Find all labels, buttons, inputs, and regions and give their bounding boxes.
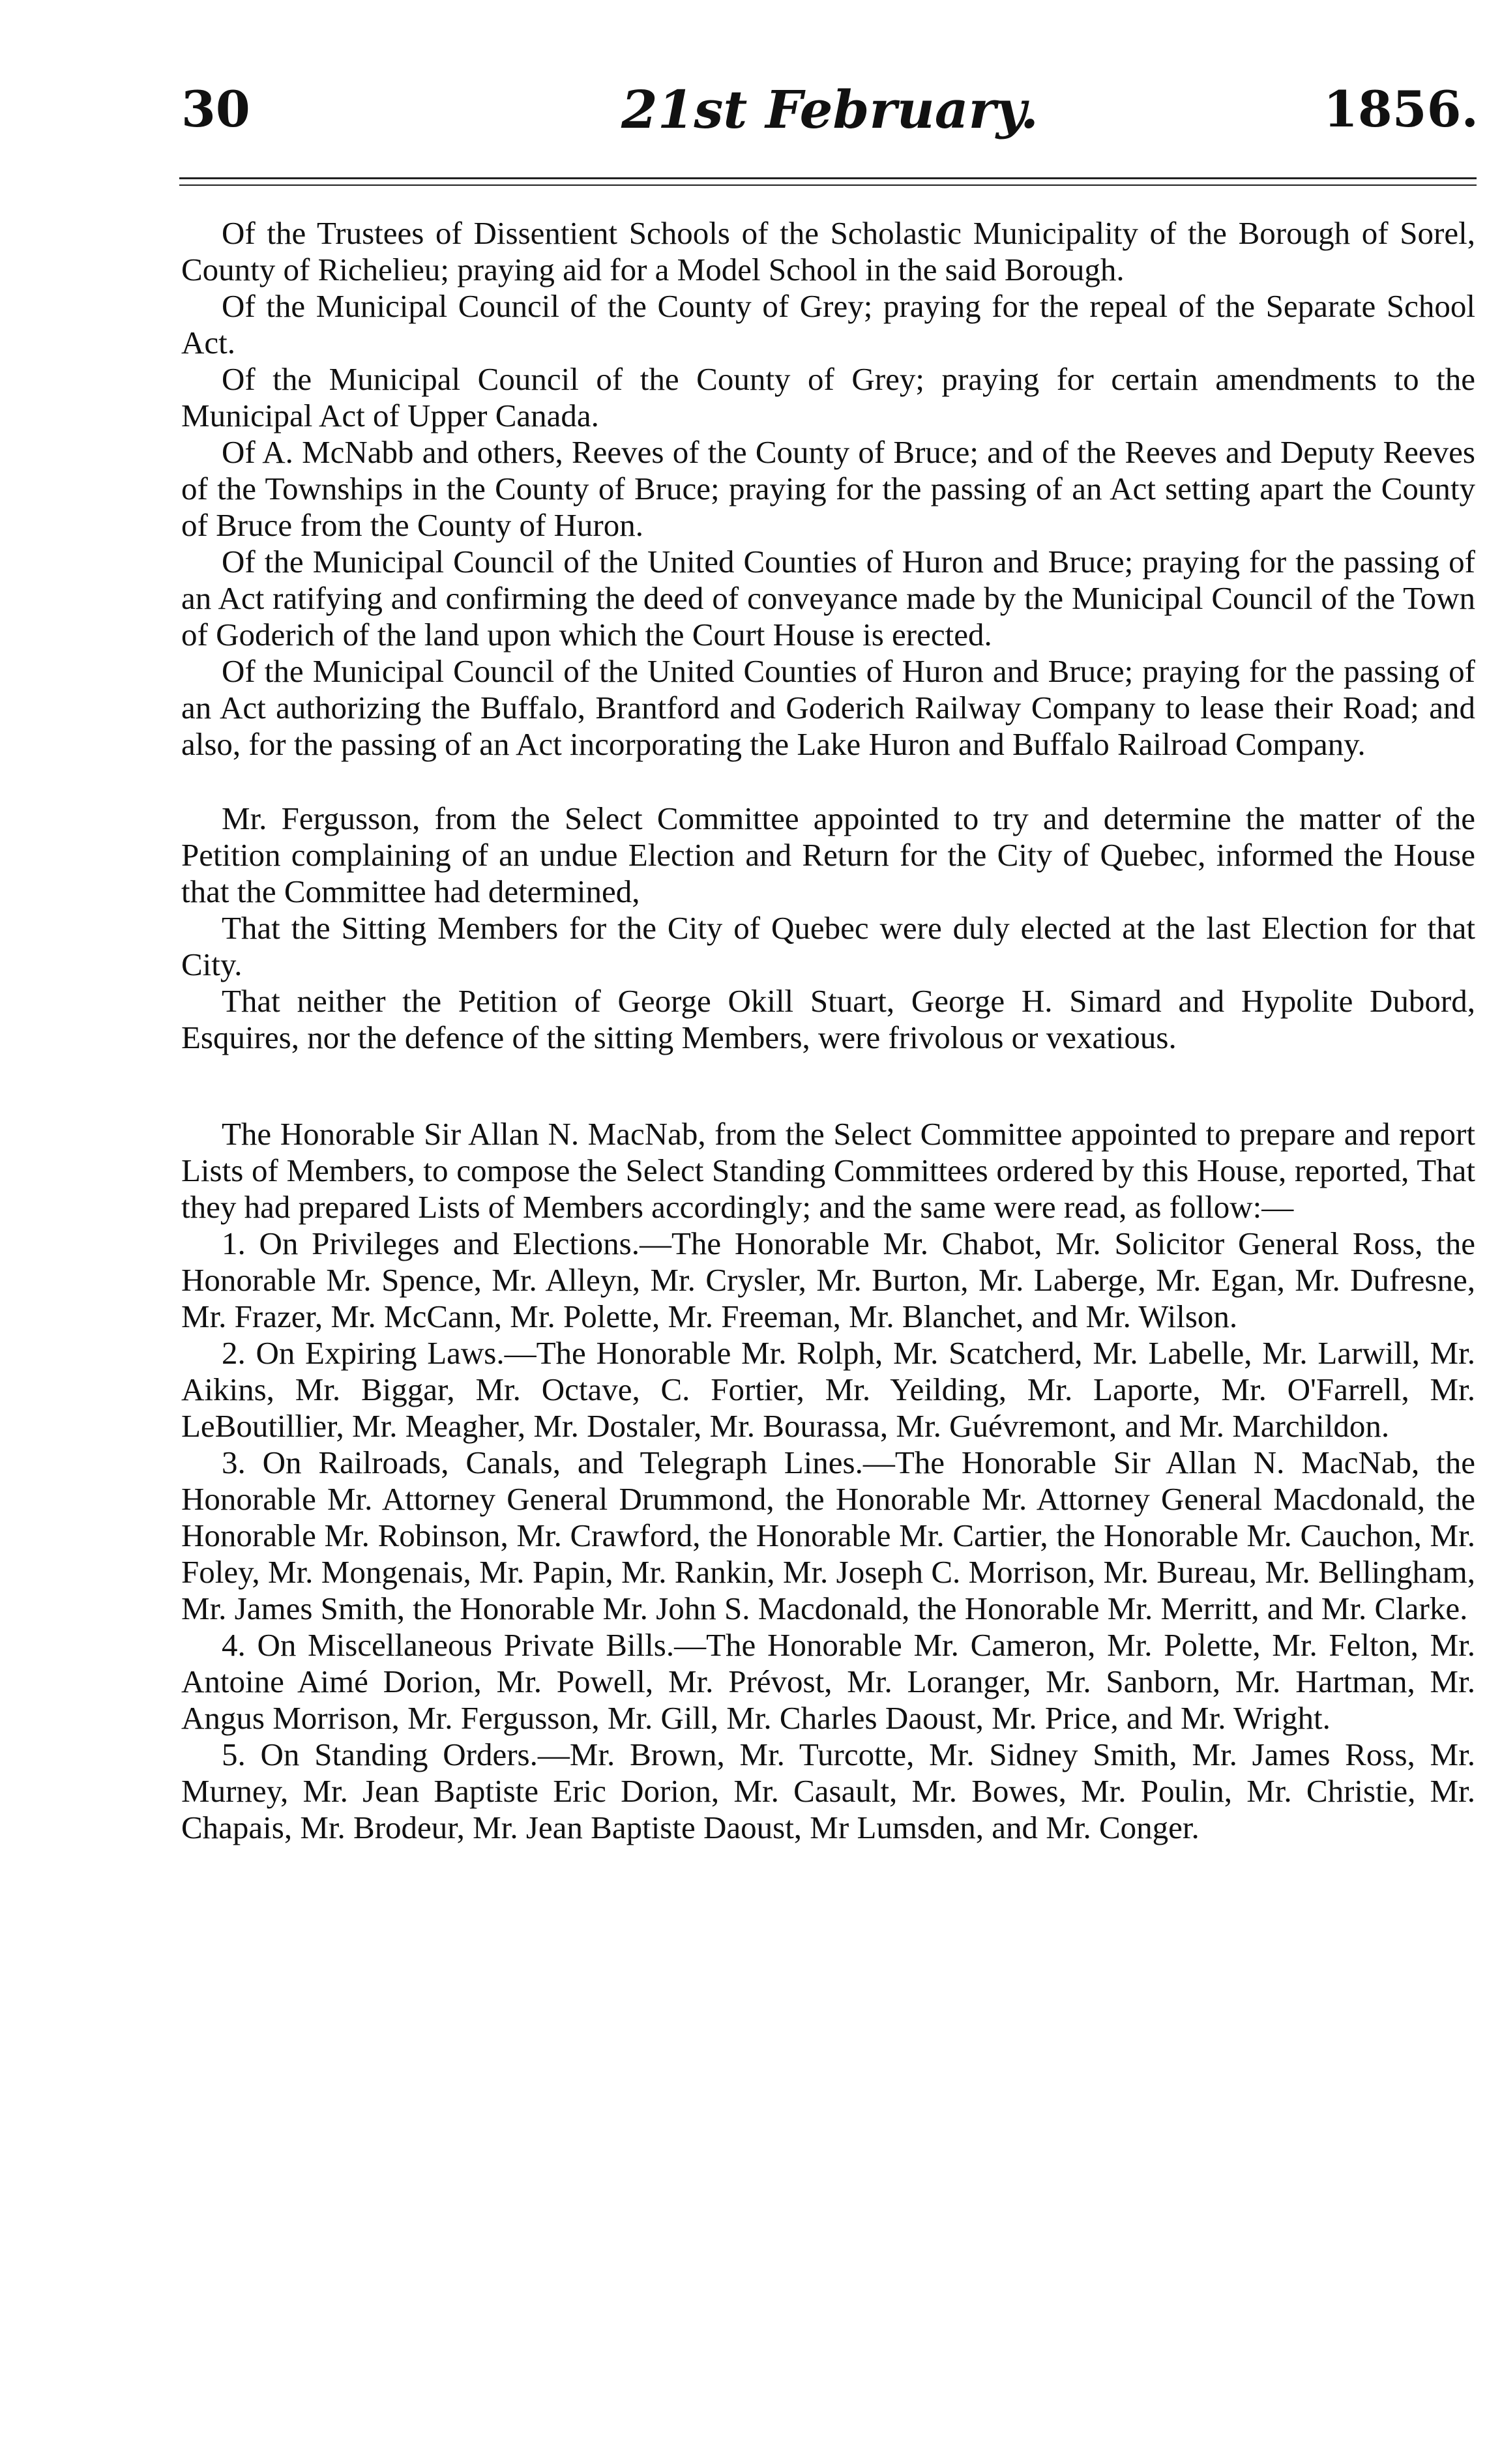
petition-paragraph: Of A. McNabb and others, Reeves of the County of Bruce; and of the Reeves and Deputy Reeves of the Townships in the County of Bruce; praying for the passing of an Act setting apart the County of Bruce from the County of Huron.	[181, 434, 1475, 543]
petition-paragraph: Of the Municipal Council of the County of Grey; praying for certain amendments to the Municipal Act of Upper Canada.	[181, 361, 1475, 433]
page-year: 1856.	[1323, 80, 1479, 138]
petitions-section	[181, 215, 1475, 763]
petition-paragraph: Of the Trustees of Dissentient Schools of the Scholastic Municipality of the Borough of Sorel, County of Richelieu; praying aid for a Model School in the said Borough.	[181, 215, 1475, 287]
committee-list-item: 2. On Expiring Laws.—The Honorable Mr. Rolph, Mr. Scatcherd, Mr. Labelle, Mr. Larwill, Mr. Aikins, Mr. Biggar, Mr. Octave, C. Fortier, Mr. Yeilding, Mr. Laporte, Mr. O'Farrell, Mr. LeBoutillier, Mr. Meagher, Mr. Dostaler, Mr. Bourassa, Mr. Guévremont, and Mr. Marchildon.	[181, 1335, 1475, 1444]
committee-list-item: 4. On Miscellaneous Private Bills.—The Honorable Mr. Cameron, Mr. Polette, Mr. Felton, Mr. Antoine Aimé Dorion, Mr. Powell, Mr. Prévost, Mr. Loranger, Mr. Sanborn, Mr. Hartman, Mr. Angus Morrison, Mr. Fergusson, Mr. Gill, Mr. Charles Daoust, Mr. Price, and Mr. Wright.	[181, 1627, 1475, 1736]
page-body	[181, 215, 1475, 1846]
petition-paragraph: Of the Municipal Council of the County of Grey; praying for the repeal of the Separate School Act.	[181, 288, 1475, 360]
committee-list-item: 3. On Railroads, Canals, and Telegraph Lines.—The Honorable Sir Allan N. MacNab, the Honorable Mr. Attorney General Drummond, the Honorable Mr. Attorney General Macdonald, the Honorable Mr. Robinson, Mr. Crawford, the Honorable Mr. Cartier, the Honorable Mr. Cauchon, Mr. Foley, Mr. Mongenais, Mr. Papin, Mr. Rankin, Mr. Joseph C. Morrison, Mr. Bureau, Mr. Bellingham, Mr. James Smith, the Honorable Mr. John S. Macdonald, the Honorable Mr. Merritt, and Mr. Clarke.	[181, 1445, 1475, 1626]
petition-paragraph: Of the Municipal Council of the United Counties of Huron and Bruce; praying for the passing of an Act authorizing the Buffalo, Brantford and Goderich Railway Company to lease their Road; and also, for the passing of an Act incorporating the Lake Huron and Buffalo Railroad Company.	[181, 653, 1475, 762]
election-report-paragraph: That neither the Petition of George Okill Stuart, George H. Simard and Hypolite Dubord, Esquires, nor the defence of the sitting Members, were frivolous or vexatious.	[181, 983, 1475, 1055]
committee-list-item: 1. On Privileges and Elections.—The Honorable Mr. Chabot, Mr. Solicitor General Ross, the Honorable Mr. Spence, Mr. Alleyn, Mr. Crysler, Mr. Burton, Mr. Laberge, Mr. Egan, Mr. Dufresne, Mr. Frazer, Mr. McCann, Mr. Polette, Mr. Freeman, Mr. Blanchet, and Mr. Wilson.	[181, 1225, 1475, 1334]
election-report-paragraph: Mr. Fergusson, from the Select Committee appointed to try and determine the matter of the Petition complaining of an undue Election and Return for the City of Quebec, informed the House that the Committee had determined,	[181, 800, 1475, 909]
election-report-paragraph: That the Sitting Members for the City of Quebec were duly elected at the last Election for that City.	[181, 910, 1475, 982]
section-spacer	[181, 1056, 1475, 1116]
header-rule-thin	[179, 184, 1477, 186]
committee-report-intro: The Honorable Sir Allan N. MacNab, from the Select Committee appointed to prepare and report Lists of Members, to compose the Select Standing Committees ordered by this House, reported, That they had prepared Lists of Members accordingly; and the same were read, as follow:—	[181, 1116, 1475, 1225]
page-number: 30	[181, 80, 250, 138]
section-spacer	[181, 763, 1475, 800]
running-head	[181, 70, 1479, 149]
page-date: 21st February.	[621, 79, 1038, 140]
standing-committees-section	[181, 1116, 1475, 1846]
header-rule-thick	[179, 177, 1477, 179]
committee-list-item: 5. On Standing Orders.—Mr. Brown, Mr. Turcotte, Mr. Sidney Smith, Mr. James Ross, Mr. Murney, Mr. Jean Baptiste Eric Dorion, Mr. Casault, Mr. Bowes, Mr. Poulin, Mr. Christie, Mr. Chapais, Mr. Brodeur, Mr. Jean Baptiste Daoust, Mr Lumsden, and Mr. Conger.	[181, 1737, 1475, 1845]
petition-paragraph: Of the Municipal Council of the United Counties of Huron and Bruce; praying for the passing of an Act ratifying and confirming the deed of conveyance made by the Municipal Council of the Town of Goderich of the land upon which the Court House is erected.	[181, 544, 1475, 653]
election-report-section	[181, 800, 1475, 1056]
